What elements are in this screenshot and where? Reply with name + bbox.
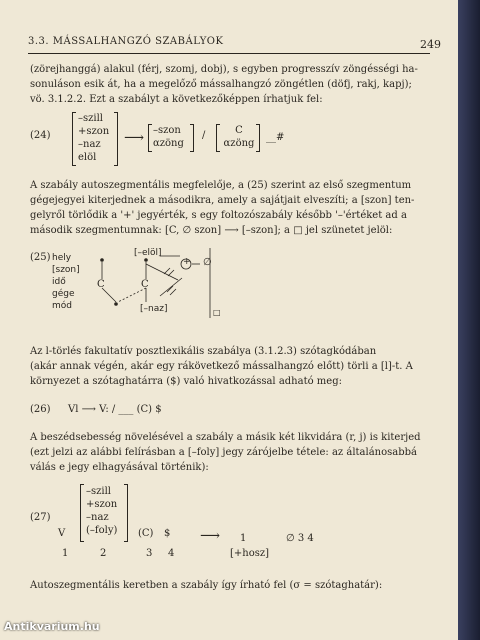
feature: αzöng — [223, 138, 255, 149]
output-indices: ∅ 3 4 — [286, 533, 314, 544]
text-line: sonuláson esik át, ha a megelőző mássalhangzó zöngétlen (döfj, rakj, kapj); — [30, 79, 412, 90]
paragraph-3 — [30, 344, 430, 389]
paragraph-4 — [30, 430, 430, 475]
bottom-feature: [–naz] — [140, 304, 168, 314]
example-26-label: (26) — [30, 404, 51, 415]
c-slot-1: C — [97, 279, 105, 290]
text-line: válás e jegy elhagyásával történik): — [30, 462, 209, 473]
tier-label: mód — [52, 301, 72, 311]
running-head: 3.3. MÁSSALHANGZÓ SZABÁLYOK — [28, 36, 224, 47]
feature: –szill — [78, 113, 103, 124]
text-line: környezet a szótaghatárra ($) való hivatkozással adható meg: — [30, 376, 342, 387]
feature: (–foly) — [86, 525, 118, 536]
watermark-logo: Antikvarium.hu — [4, 620, 100, 633]
feature: –szon — [153, 125, 181, 136]
null-symbol: ∅ — [203, 257, 212, 268]
page-number: 249 — [420, 38, 441, 51]
text-line: Autoszegmentális keretben a szabály így írható fel (σ = szótaghatár): — [30, 580, 383, 591]
feature: elöl — [78, 152, 97, 163]
feature-matrix-27 — [86, 485, 117, 537]
paragraph-5 — [30, 578, 430, 593]
text-line: gelyről törlődik a '+' jegyérték, s egy foltozószabály később '–'értéket ad a — [30, 210, 407, 221]
example-27-label: (27) — [30, 512, 51, 523]
index-1: 1 — [62, 548, 69, 559]
matrix-bracket-left — [80, 484, 84, 542]
text-line: A beszédsebesség növelésével a szabály a másik két likvidára (r, j) is kiterjed — [30, 432, 421, 443]
feature: +szon — [86, 499, 118, 510]
book-spine — [458, 0, 480, 640]
text-line: gégejegyei kiterjednek a másodikra, amely a sajátjait elveszíti; a [szon] ten- — [30, 195, 415, 206]
text-line: (zörejhanggá) alakul (férj, szomj, dobj), s egyben progresszív zöngésségi ha- — [30, 64, 418, 75]
rule-26-formula: Vl ⟶ V: / ___ (C) $ — [68, 404, 162, 415]
optional-consonant: (C) — [138, 528, 154, 539]
text-line: (ezt jelzi az alábbi felírásban a [–foly] jegy zárójelbe tétele: az általánosabbá — [30, 447, 417, 458]
feature: –naz — [78, 139, 101, 150]
pause-icon: □ — [213, 308, 221, 317]
arrow-icon: ⟶ — [124, 130, 145, 146]
tier-label: gége — [52, 289, 75, 299]
feature: –szill — [86, 486, 111, 497]
environment-blank: __# — [266, 132, 285, 143]
text-line: második szegmentumnak: [C, ∅ szon] ⟶ [–szon]; a □ jel szünetet jelöl: — [30, 225, 393, 236]
feature: αzöng — [153, 138, 184, 149]
top-feature: [–elöl] — [134, 248, 162, 258]
index-3: 3 — [146, 548, 153, 559]
slash: / — [202, 130, 206, 141]
example-25-label: (25) — [30, 252, 51, 263]
feature: +szon — [78, 126, 110, 137]
output-index-1: 1 — [240, 533, 247, 544]
c-slot-2: C — [141, 279, 149, 290]
length-feature: [+hosz] — [230, 548, 270, 559]
text-line: vö. 3.1.2.2. Ezt a szabályt a következőképpen írhatjuk fel: — [30, 94, 323, 105]
index-2: 2 — [100, 548, 107, 559]
feature: C — [235, 125, 243, 136]
matrix-bracket-right — [124, 484, 128, 542]
index-4: 4 — [168, 548, 175, 559]
tier-label: hely — [52, 253, 72, 263]
syllable-boundary: $ — [164, 528, 171, 539]
tier-label: idő — [52, 277, 66, 287]
tier-label: [szon] — [52, 265, 80, 275]
arrow-icon: ⟶ — [200, 528, 221, 544]
text-line: Az l-törlés fakultatív posztlexikális szabálya (3.1.2.3) szótagkódában — [30, 346, 377, 357]
plus-sign: + — [183, 257, 191, 267]
text-line: A szabály autoszegmentális megfelelője, a (25) szerint az első szegmentum — [30, 180, 412, 191]
example-24-label: (24) — [30, 130, 51, 141]
feature: –naz — [86, 512, 109, 523]
vowel-v: V — [58, 528, 66, 539]
text-line: (akár annak végén, akár egy rákövetkező mássalhangzó előtt) törli a [l]-t. A — [30, 361, 413, 372]
